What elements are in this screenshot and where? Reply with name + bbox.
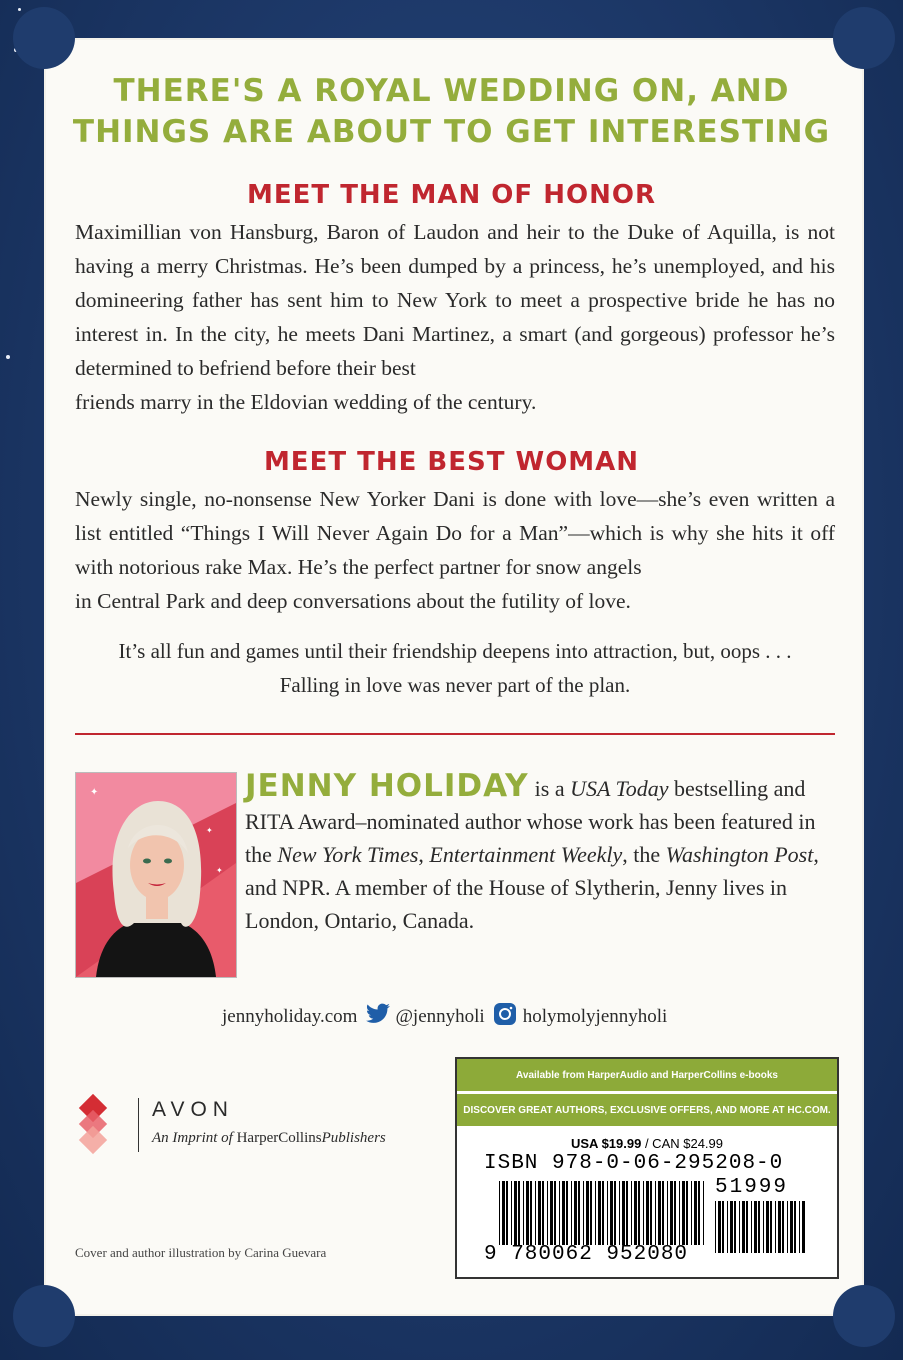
ean-number: 9 780062 952080 [484,1243,689,1266]
barcode-bar [542,1181,544,1245]
section-title-man-of-honor: MEET THE MAN OF HONOR [247,180,656,210]
instagram-icon [493,1002,517,1032]
corner-notch [833,1285,895,1347]
star [6,355,10,359]
blurb-paragraph-1-text: Maximillian von Hansburg, Baron of Laudon and heir to the Duke of Aquilla, is not having a merry Christmas. He’s been dumped by a princess, he’s unemployed, and his domineering father has sent him to New York to meet a prospective bride he has no interest in. In the city, he meets Dani Martinez, a smart (and gorgeous) professor he’s determined to befriend before their best [75,220,835,380]
imprint-prefix: An Imprint of [152,1130,237,1146]
bio-usa-today: USA Today [570,776,669,801]
barcode-bar [674,1181,676,1245]
blurb-paragraph-2 [75,482,835,618]
barcode-bar [631,1181,632,1245]
barcode-bar [506,1181,508,1245]
price-usa: USA $19.99 [571,1136,642,1151]
corner-notch [13,1285,75,1347]
barcode-bar [778,1201,781,1253]
barcode-bar [566,1181,568,1245]
corner-notch [833,7,895,69]
author-name: JENNY HOLIDAY [245,768,529,804]
barcode-bar [782,1201,784,1253]
imprint-house: HarperCollins [236,1130,322,1146]
barcode-bar [655,1181,656,1245]
barcode-bar [622,1181,625,1245]
barcode-bar [643,1181,644,1245]
bio-nyt: New York Times [277,842,419,867]
svg-text:✦: ✦ [206,826,213,835]
ean-barcode [499,1181,709,1245]
barcode-bar [742,1201,745,1253]
barcode-bar [686,1181,688,1245]
barcode-bar [514,1181,517,1245]
barcode-bar [658,1181,661,1245]
barcode-bar [590,1181,592,1245]
author-bio [245,770,840,937]
blurb-paragraph-1 [75,215,835,419]
twitter-handle[interactable]: @jennyholi [395,1006,485,1027]
barcode-bar [794,1201,796,1253]
barcode-bar [799,1201,800,1253]
svg-text:✦: ✦ [216,866,223,875]
tagline-line-1: It’s all fun and games until their friendship deepens into attraction, but, oops . . . [118,639,792,663]
social-links [222,1002,667,1032]
barcode-bar [718,1201,721,1253]
blurb-paragraph-2-last-line: in Central Park and deep conversations about the futility of love. [75,589,631,613]
publisher-imprint [152,1130,386,1147]
barcode-bar [602,1181,604,1245]
barcode-bar [571,1181,572,1245]
section-divider [75,733,835,735]
corner-notch [13,7,75,69]
barcode-bar [595,1181,596,1245]
barcode-bar [787,1201,788,1253]
barcode-bar [530,1181,532,1245]
twitter-icon [365,1003,391,1031]
barcode-bar [650,1181,652,1245]
bio-text: is a [534,776,571,801]
barcode-bar [574,1181,577,1245]
price-can: / CAN $24.99 [641,1136,723,1151]
barcode-bar [607,1181,608,1245]
barcode-bar [535,1181,536,1245]
barcode-bar [502,1181,505,1245]
barcode-bar [770,1201,772,1253]
barcode-bar [670,1181,673,1245]
barcode-bar [739,1201,740,1253]
imprint-suffix: Publishers [321,1130,386,1146]
barcode-bar [730,1201,733,1253]
price-line [457,1136,837,1151]
bio-text: bestselling and RITA Award–nominated author whose work has been featured in the [245,776,816,867]
barcode-bar [538,1181,541,1245]
headline-line-1: THERE'S A ROYAL WEDDING ON, AND [113,73,790,109]
barcode-bar [667,1181,668,1245]
section-title-best-woman: MEET THE BEST WOMAN [263,447,640,477]
barcode-bar [662,1181,664,1245]
headline-line-2: THINGS ARE ABOUT TO GET INTERESTING [72,114,831,150]
barcode-bar [586,1181,589,1245]
barcode-bar [518,1181,520,1245]
barcode-bar [646,1181,649,1245]
barcode-bar [610,1181,613,1245]
barcode-bar [626,1181,628,1245]
barcode-bar [698,1181,700,1245]
barcode-bar [547,1181,548,1245]
publisher-divider [138,1098,139,1152]
banner-availability: Available from HarperAudio and HarperCollins e-books [457,1059,837,1091]
banner-hc: DISCOVER GREAT AUTHORS, EXCLUSIVE OFFERS, AND MORE AT HC.COM. [457,1094,837,1126]
star [18,8,21,11]
barcode-bar [694,1181,697,1245]
barcode-bar [703,1181,704,1245]
blurb-paragraph-1-last-line: friends marry in the Eldovian wedding of the century. [75,390,537,414]
barcode-bar [715,1201,716,1253]
barcode-bar [634,1181,637,1245]
bio-text: , the [622,842,666,867]
illustration-credit: Cover and author illustration by Carina Guevara [75,1245,327,1260]
barcode-bar [619,1181,620,1245]
tagline-line-2: Falling in love was never part of the plan. [279,673,631,697]
barcode-bar [550,1181,553,1245]
tagline [60,634,850,702]
bio-text: , [418,842,430,867]
barcode-bar [554,1181,556,1245]
bio-ew: Entertainment Weekly [429,842,623,867]
blurb-paragraph-2-text: Newly single, no-nonsense New Yorker Dani is done with love—she’s even written a list entitled “Things I Will Never Again Do for a Man”—which is why she hits it off with notorious rake Max. He’s the perfect partner for snow angels [75,487,835,579]
addon-barcode [715,1201,807,1253]
avon-logo-icon [72,1094,118,1165]
barcode-bar [578,1181,580,1245]
svg-text:✦: ✦ [90,787,99,798]
price-addon-number: 51999 [715,1176,789,1199]
publisher-name: AVON [152,1098,234,1121]
barcode-bar [583,1181,584,1245]
barcode-bar [766,1201,769,1253]
barcode-bar [614,1181,616,1245]
barcode-bar [511,1181,512,1245]
instagram-handle[interactable]: holymolyjennyholi [522,1006,668,1027]
barcode-bar [775,1201,776,1253]
barcode-bar [751,1201,752,1253]
barcode-bar [638,1181,640,1245]
barcode-bar [758,1201,760,1253]
barcode-bar [746,1201,748,1253]
barcode-bar [526,1181,529,1245]
isbn-text: ISBN 978-0-06-295208-0 [484,1152,784,1175]
author-portrait [75,772,237,978]
barcode-bar [682,1181,685,1245]
barcode-bar [679,1181,680,1245]
barcode-bar [802,1201,805,1253]
barcode-bar [763,1201,764,1253]
barcode-bar [790,1201,793,1253]
bio-text: , and NPR. A member of the House of Slytherin, Jenny lives in London, Ontario, Canada. [245,842,819,933]
barcode-panel [455,1057,839,1279]
barcode-bar [499,1181,500,1245]
barcode-bar [727,1201,728,1253]
barcode-bar [598,1181,601,1245]
barcode-bar [691,1181,692,1245]
barcode-bar [754,1201,757,1253]
website-link[interactable]: jennyholiday.com [222,1006,358,1027]
barcode-bar [562,1181,565,1245]
barcode-bar [734,1201,736,1253]
barcode-bar [523,1181,524,1245]
barcode-bar [722,1201,724,1253]
bio-wapo: Washington Post [665,842,814,867]
barcode-bar [559,1181,560,1245]
